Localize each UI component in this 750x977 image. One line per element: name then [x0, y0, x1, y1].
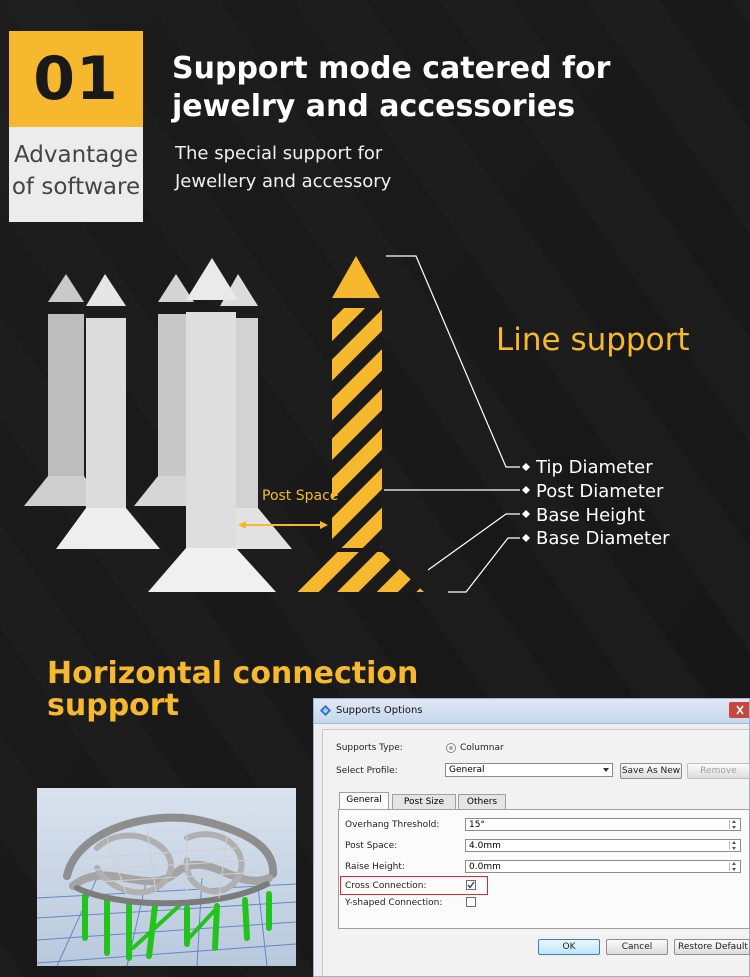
support-illustration	[0, 250, 750, 610]
y-shaped-connection-label: Y-shaped Connection:	[345, 898, 443, 908]
tab-general[interactable]: General	[339, 792, 389, 809]
profile-dropdown[interactable]	[445, 763, 613, 777]
cross-connection-highlight	[340, 876, 488, 895]
spec-post-diameter: Post Diameter	[536, 481, 664, 502]
post-space-label: Post Space	[262, 488, 339, 504]
badge-label	[9, 139, 143, 203]
post-space-field-label: Post Space:	[345, 841, 398, 851]
app-icon	[320, 705, 331, 716]
hc-title-line2: support	[47, 688, 179, 723]
save-as-new-button[interactable]: Save As New	[620, 763, 682, 779]
raise-height-label: Raise Height:	[345, 862, 405, 872]
badge-number: 01	[33, 44, 119, 114]
subtitle-line1: The special support for	[175, 143, 383, 164]
spec-base-diameter: Base Diameter	[536, 528, 670, 549]
spinner-icon[interactable]	[729, 820, 739, 829]
spec-base-height: Base Height	[536, 505, 646, 526]
support-type-value: Columnar	[460, 743, 504, 753]
overhang-threshold-value: 15°	[469, 820, 485, 830]
grey-support-posts	[24, 258, 292, 592]
support-type-radio[interactable]	[446, 743, 456, 753]
jewelry-render-image	[37, 788, 296, 966]
subtitle-line2: Jewellery and accessory	[175, 171, 392, 192]
raise-height-value: 0.0mm	[469, 862, 501, 872]
tab-post-size[interactable]: Post Size	[392, 794, 456, 809]
badge-label-box	[9, 127, 143, 222]
post-space-input[interactable]	[465, 839, 741, 852]
profile-dropdown-value: General	[449, 765, 485, 775]
line-support-heading: Line support	[496, 322, 690, 358]
hc-title-line1: Horizontal connection	[47, 656, 419, 691]
page-subtitle	[175, 140, 391, 196]
raise-height-input[interactable]	[465, 860, 741, 873]
restore-default-button[interactable]: Restore Default	[674, 939, 750, 955]
advantage-badge	[9, 31, 143, 222]
overhang-threshold-label: Overhang Threshold:	[345, 820, 440, 830]
chevron-down-icon	[603, 768, 609, 772]
cancel-button[interactable]: Cancel	[606, 939, 668, 955]
cross-connection-label: Cross Connection:	[345, 881, 427, 891]
tab-others[interactable]: Others	[458, 794, 506, 809]
title-line2: jewelry and accessories	[172, 89, 576, 124]
highlighted-support-post	[294, 256, 424, 592]
badge-label-line1: Advantage	[13, 142, 139, 168]
y-shaped-connection-checkbox[interactable]	[466, 897, 476, 907]
remove-button[interactable]: Remove	[687, 763, 750, 779]
dialog-title: Supports Options	[336, 705, 423, 716]
support-type-label: Supports Type:	[336, 743, 403, 753]
spec-tip-diameter: Tip Diameter	[536, 457, 653, 478]
select-profile-label: Select Profile:	[336, 766, 398, 776]
overhang-threshold-input[interactable]	[465, 818, 741, 831]
badge-number-box	[9, 31, 143, 127]
leader-bullets	[522, 463, 530, 542]
page-title	[172, 50, 610, 126]
close-icon[interactable]	[729, 702, 750, 718]
spinner-icon[interactable]	[729, 862, 739, 871]
ok-button[interactable]: OK	[538, 939, 600, 955]
dialog-titlebar[interactable]	[314, 699, 750, 724]
post-space-value: 4.0mm	[469, 841, 501, 851]
leader-lines	[384, 256, 520, 592]
badge-label-line2: of software	[11, 174, 141, 200]
title-line1: Support mode catered for	[172, 51, 611, 86]
spinner-icon[interactable]	[729, 841, 739, 850]
